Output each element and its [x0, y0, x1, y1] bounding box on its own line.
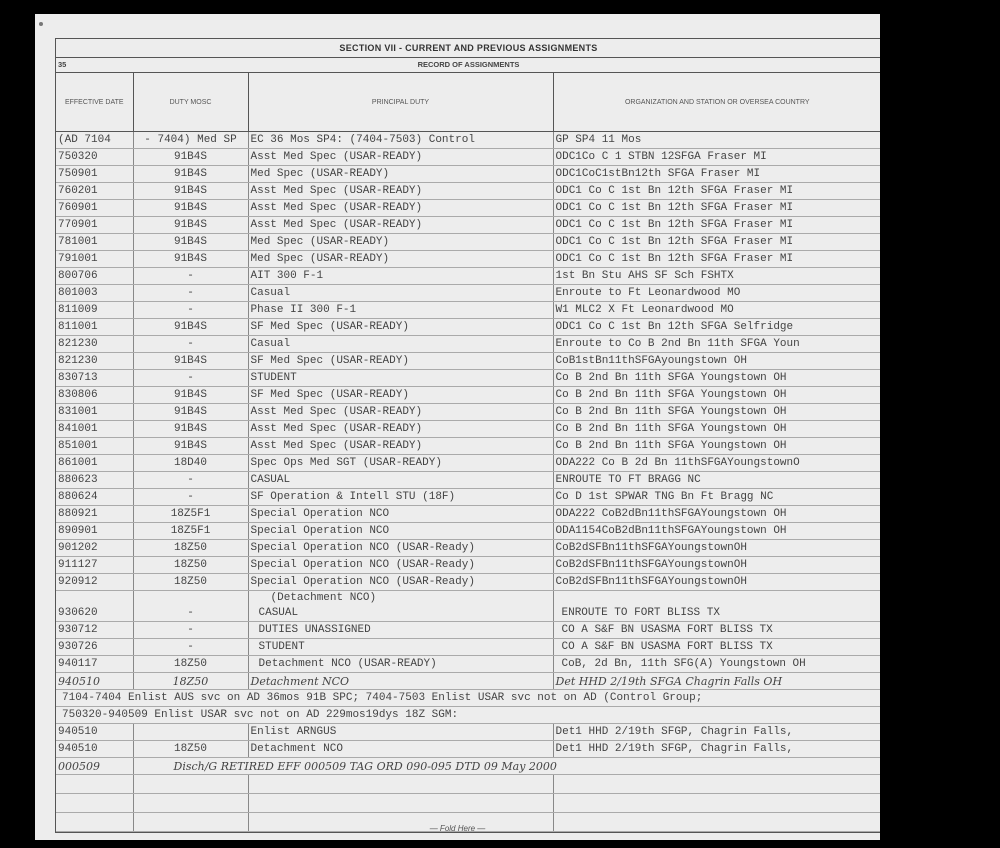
duty-mosc-cell: - — [133, 370, 248, 387]
duty-mosc-cell: 91B4S — [133, 387, 248, 404]
duty-mosc-cell: - — [133, 489, 248, 506]
assignments-table — [56, 73, 880, 832]
fold-label: — Fold Here — — [429, 824, 486, 833]
duty-mosc-cell: 18D40 — [133, 455, 248, 472]
header-duty-mosc: DUTY MOSC — [133, 73, 248, 132]
effective-date-cell: 901202 — [56, 540, 133, 557]
table-row — [56, 166, 880, 183]
principal-duty-cell: SF Med Spec (USAR-READY) — [248, 319, 553, 336]
organization-cell: ODC1 Co C 1st Bn 12th SFGA Fraser MI — [553, 217, 880, 234]
record-form — [55, 38, 880, 833]
duty-mosc-cell: - — [133, 472, 248, 489]
organization-cell: Co B 2nd Bn 11th SFGA Youngstown OH — [553, 438, 880, 455]
table-row — [56, 183, 880, 200]
principal-duty-cell: Detachment NCO — [248, 741, 553, 758]
table-row — [56, 234, 880, 251]
table-row — [56, 353, 880, 370]
effective-date-cell: 770901 — [56, 217, 133, 234]
table-row — [56, 285, 880, 302]
table-row — [56, 404, 880, 421]
record-title: RECORD OF ASSIGNMENTS — [417, 60, 520, 69]
duty-mosc-cell: - — [133, 268, 248, 285]
duty-mosc-cell: 18Z50 — [133, 574, 248, 591]
effective-date-cell: 920912 — [56, 574, 133, 591]
duty-mosc-cell: 91B4S — [133, 251, 248, 268]
organization-cell: ODC1 Co C 1st Bn 12th SFGA Fraser MI — [553, 234, 880, 251]
empty-date-cell — [56, 775, 133, 794]
empty-mosc-cell — [133, 794, 248, 813]
duty-mosc-cell: 18Z5F1 — [133, 523, 248, 540]
principal-duty-cell: Asst Med Spec (USAR-READY) — [248, 217, 553, 234]
scan-edge — [880, 0, 1000, 848]
duty-text: Detachment NCO (USAR-READY) — [258, 658, 437, 670]
effective-date-cell: 911127 — [56, 557, 133, 574]
principal-duty-cell: Special Operation NCO (USAR-Ready) — [248, 540, 553, 557]
empty-organization-cell — [553, 794, 880, 813]
duty-mosc-cell: 18Z50 — [133, 656, 248, 673]
organization-cell: CO A S&F BN USASMA FORT BLISS TX — [553, 622, 880, 639]
empty-duty-cell — [248, 794, 553, 813]
organization-cell: CoB, 2d Bn, 11th SFG(A) Youngstown OH — [553, 656, 880, 673]
principal-duty-cell: Asst Med Spec (USAR-READY) — [248, 421, 553, 438]
table-row — [56, 639, 880, 656]
organization-cell: Co B 2nd Bn 11th SFGA Youngstown OH — [553, 370, 880, 387]
effective-date-cell: (AD 7104 — [56, 132, 133, 149]
table-row — [56, 132, 880, 149]
organization-cell: ODC1Co C 1 STBN 12SFGA Fraser MI — [553, 149, 880, 166]
organization-cell: CoB2dSFBn11thSFGAYoungstownOH — [553, 540, 880, 557]
discharge-note: Disch/G RETIRED EFF 000509 TAG ORD 090-095 DTD 09 May 2000 — [133, 758, 880, 775]
principal-duty-cell — [248, 622, 553, 639]
organization-cell: ODC1CoC1stBn12th SFGA Fraser MI — [553, 166, 880, 183]
duty-mosc-cell: - — [133, 302, 248, 319]
organization-cell: Co D 1st SPWAR TNG Bn Ft Bragg NC — [553, 489, 880, 506]
organization-cell: ODA222 CoB2dBn11thSFGAYoungstown OH — [553, 506, 880, 523]
duty-mosc-cell: 91B4S — [133, 183, 248, 200]
principal-duty-cell: Spec Ops Med SGT (USAR-READY) — [248, 455, 553, 472]
table-row — [56, 251, 880, 268]
organization-cell: ODC1 Co C 1st Bn 12th SFGA Selfridge — [553, 319, 880, 336]
principal-duty-cell — [248, 591, 553, 622]
remarks-line: 7104-7404 Enlist AUS svc on AD 36mos 91B SPC; 7404-7503 Enlist USAR svc not on AD (Control Group; — [56, 690, 880, 707]
principal-duty-cell: Special Operation NCO (USAR-Ready) — [248, 557, 553, 574]
assignment-record-page — [35, 14, 880, 840]
effective-date-cell: 940117 — [56, 656, 133, 673]
principal-duty-cell: SF Med Spec (USAR-READY) — [248, 353, 553, 370]
effective-date-cell: 940510 — [56, 673, 133, 690]
duty-note: (Detachment NCO) — [270, 592, 377, 604]
effective-date-cell: 830806 — [56, 387, 133, 404]
table-row — [56, 319, 880, 336]
effective-date-cell: 760201 — [56, 183, 133, 200]
table-row — [56, 302, 880, 319]
table-row — [56, 336, 880, 353]
effective-date-cell: 861001 — [56, 455, 133, 472]
organization-cell: ENROUTE TO FORT BLISS TX — [553, 591, 880, 622]
duty-mosc-cell: 18Z5F1 — [133, 506, 248, 523]
effective-date-cell: 930712 — [56, 622, 133, 639]
duty-mosc-cell: 91B4S — [133, 217, 248, 234]
duty-mosc-cell: - — [133, 285, 248, 302]
remarks-line: 750320-940509 Enlist USAR svc not on AD 229mos19dys 18Z SGM: — [56, 707, 880, 724]
effective-date-cell: 831001 — [56, 404, 133, 421]
principal-duty-cell: Special Operation NCO — [248, 506, 553, 523]
duty-mosc-cell: 91B4S — [133, 200, 248, 217]
header-principal-duty: PRINCIPAL DUTY — [248, 73, 553, 132]
duty-mosc-cell: 18Z50 — [133, 673, 248, 690]
table-row — [56, 438, 880, 455]
effective-date-cell: 791001 — [56, 251, 133, 268]
effective-date-cell: 890901 — [56, 523, 133, 540]
principal-duty-cell: Asst Med Spec (USAR-READY) — [248, 200, 553, 217]
effective-date-cell: 930620 — [56, 591, 133, 622]
principal-duty-cell: Special Operation NCO — [248, 523, 553, 540]
principal-duty-cell: Casual — [248, 336, 553, 353]
effective-date-cell: 811001 — [56, 319, 133, 336]
empty-mosc-cell — [133, 775, 248, 794]
organization-cell: CoB2dSFBn11thSFGAYoungstownOH — [553, 574, 880, 591]
effective-date-cell: 801003 — [56, 285, 133, 302]
principal-duty-cell — [248, 639, 553, 656]
table-row — [56, 775, 880, 794]
organization-cell: Det HHD 2/19th SFGA Chagrin Falls OH — [553, 673, 880, 690]
header-effective-date: EFFECTIVE DATE — [56, 73, 133, 132]
section-title: SECTION VII - CURRENT AND PREVIOUS ASSIGNMENTS — [56, 39, 880, 58]
duty-mosc-cell — [133, 724, 248, 741]
duty-mosc-cell: - 7404) Med SP — [133, 132, 248, 149]
principal-duty-cell: Asst Med Spec (USAR-READY) — [248, 438, 553, 455]
table-row — [56, 370, 880, 387]
table-row — [56, 758, 880, 775]
duty-mosc-cell: 18Z50 — [133, 741, 248, 758]
effective-date-cell: 830713 — [56, 370, 133, 387]
effective-date-cell: 940510 — [56, 741, 133, 758]
organization-cell: ODC1 Co C 1st Bn 12th SFGA Fraser MI — [553, 183, 880, 200]
organization-cell: CoB2dSFBn11thSFGAYoungstownOH — [553, 557, 880, 574]
effective-date-cell: 851001 — [56, 438, 133, 455]
principal-duty-cell: STUDENT — [248, 370, 553, 387]
table-row — [56, 622, 880, 639]
effective-date-cell: 781001 — [56, 234, 133, 251]
table-header-row — [56, 73, 880, 132]
organization-cell: ODC1 Co C 1st Bn 12th SFGA Fraser MI — [553, 251, 880, 268]
empty-duty-cell — [248, 775, 553, 794]
duty-text: CASUAL — [258, 607, 299, 619]
organization-cell: Co B 2nd Bn 11th SFGA Youngstown OH — [553, 387, 880, 404]
effective-date-cell: 821230 — [56, 353, 133, 370]
table-row — [56, 540, 880, 557]
principal-duty-cell: AIT 300 F-1 — [248, 268, 553, 285]
item-number: 35 — [58, 60, 67, 69]
table-body — [56, 132, 880, 832]
principal-duty-cell: EC 36 Mos SP4: (7404-7503) Control — [248, 132, 553, 149]
principal-duty-cell: Med Spec (USAR-READY) — [248, 166, 553, 183]
organization-cell: ODA1154CoB2dBn11thSFGAYoungstown OH — [553, 523, 880, 540]
organization-cell: Co B 2nd Bn 11th SFGA Youngstown OH — [553, 421, 880, 438]
principal-duty-cell: Asst Med Spec (USAR-READY) — [248, 183, 553, 200]
table-row — [56, 472, 880, 489]
table-row — [56, 673, 880, 690]
table-row — [56, 200, 880, 217]
organization-cell: CoB1stBn11thSFGAyoungstown OH — [553, 353, 880, 370]
table-row — [56, 574, 880, 591]
empty-date-cell — [56, 794, 133, 813]
duty-mosc-cell: 91B4S — [133, 319, 248, 336]
effective-date-cell: 750901 — [56, 166, 133, 183]
organization-cell: CO A S&F BN USASMA FORT BLISS TX — [553, 639, 880, 656]
duty-mosc-cell: 91B4S — [133, 404, 248, 421]
record-header — [56, 58, 880, 73]
effective-date-cell: 880921 — [56, 506, 133, 523]
organization-cell: Co B 2nd Bn 11th SFGA Youngstown OH — [553, 404, 880, 421]
effective-date-cell: 760901 — [56, 200, 133, 217]
organization-cell: ENROUTE TO FT BRAGG NC — [553, 472, 880, 489]
effective-date-cell: 000509 — [56, 758, 133, 775]
table-row — [56, 523, 880, 540]
duty-mosc-cell: 91B4S — [133, 438, 248, 455]
effective-date-cell: 880624 — [56, 489, 133, 506]
principal-duty-cell: Asst Med Spec (USAR-READY) — [248, 404, 553, 421]
duty-mosc-cell: 91B4S — [133, 166, 248, 183]
principal-duty-cell: Med Spec (USAR-READY) — [248, 251, 553, 268]
table-row — [56, 149, 880, 166]
principal-duty-cell: CASUAL — [248, 472, 553, 489]
table-row — [56, 506, 880, 523]
duty-mosc-cell: 91B4S — [133, 353, 248, 370]
duty-mosc-cell: 18Z50 — [133, 540, 248, 557]
table-row — [56, 794, 880, 813]
punch-mark — [39, 22, 43, 26]
duty-mosc-cell: - — [133, 336, 248, 353]
principal-duty-cell: Special Operation NCO (USAR-Ready) — [248, 574, 553, 591]
principal-duty-cell: SF Operation & Intell STU (18F) — [248, 489, 553, 506]
effective-date-cell: 940510 — [56, 724, 133, 741]
effective-date-cell: 841001 — [56, 421, 133, 438]
principal-duty-cell: Phase II 300 F-1 — [248, 302, 553, 319]
table-row — [56, 741, 880, 758]
duty-text: DUTIES UNASSIGNED — [258, 624, 371, 636]
principal-duty-cell: Med Spec (USAR-READY) — [248, 234, 553, 251]
table-row — [56, 455, 880, 472]
organization-cell: Det1 HHD 2/19th SFGP, Chagrin Falls, — [553, 724, 880, 741]
principal-duty-cell: Casual — [248, 285, 553, 302]
principal-duty-cell: Enlist ARNGUS — [248, 724, 553, 741]
effective-date-cell: 930726 — [56, 639, 133, 656]
header-organization: ORGANIZATION AND STATION OR OVERSEA COUNTRY — [553, 73, 880, 132]
effective-date-cell: 880623 — [56, 472, 133, 489]
effective-date-cell: 821230 — [56, 336, 133, 353]
principal-duty-cell — [248, 656, 553, 673]
table-row — [56, 707, 880, 724]
effective-date-cell: 811009 — [56, 302, 133, 319]
table-row — [56, 387, 880, 404]
duty-mosc-cell: - — [133, 591, 248, 622]
table-row — [56, 690, 880, 707]
table-row — [56, 724, 880, 741]
table-row — [56, 557, 880, 574]
duty-mosc-cell: 91B4S — [133, 149, 248, 166]
principal-duty-cell: Detachment NCO — [248, 673, 553, 690]
organization-cell: ODC1 Co C 1st Bn 12th SFGA Fraser MI — [553, 200, 880, 217]
effective-date-cell: 800706 — [56, 268, 133, 285]
duty-text: STUDENT — [258, 641, 305, 653]
principal-duty-cell: Asst Med Spec (USAR-READY) — [248, 149, 553, 166]
table-row — [56, 421, 880, 438]
duty-mosc-cell: - — [133, 639, 248, 656]
organization-cell: GP SP4 11 Mos — [553, 132, 880, 149]
table-row — [56, 591, 880, 622]
principal-duty-cell: SF Med Spec (USAR-READY) — [248, 387, 553, 404]
organization-cell: 1st Bn Stu AHS SF Sch FSHTX — [553, 268, 880, 285]
table-row — [56, 217, 880, 234]
duty-mosc-cell: 91B4S — [133, 421, 248, 438]
table-row — [56, 489, 880, 506]
effective-date-cell: 750320 — [56, 149, 133, 166]
duty-mosc-cell: - — [133, 622, 248, 639]
organization-cell: Det1 HHD 2/19th SFGP, Chagrin Falls, — [553, 741, 880, 758]
organization-cell: Enroute to Co B 2nd Bn 11th SFGA Youn — [553, 336, 880, 353]
organization-cell: ODA222 Co B 2d Bn 11thSFGAYoungstownO — [553, 455, 880, 472]
table-row — [56, 268, 880, 285]
table-row — [56, 656, 880, 673]
duty-mosc-cell: 91B4S — [133, 234, 248, 251]
duty-mosc-cell: 18Z50 — [133, 557, 248, 574]
organization-cell: W1 MLC2 X Ft Leonardwood MO — [553, 302, 880, 319]
organization-cell: Enroute to Ft Leonardwood MO — [553, 285, 880, 302]
empty-organization-cell — [553, 775, 880, 794]
